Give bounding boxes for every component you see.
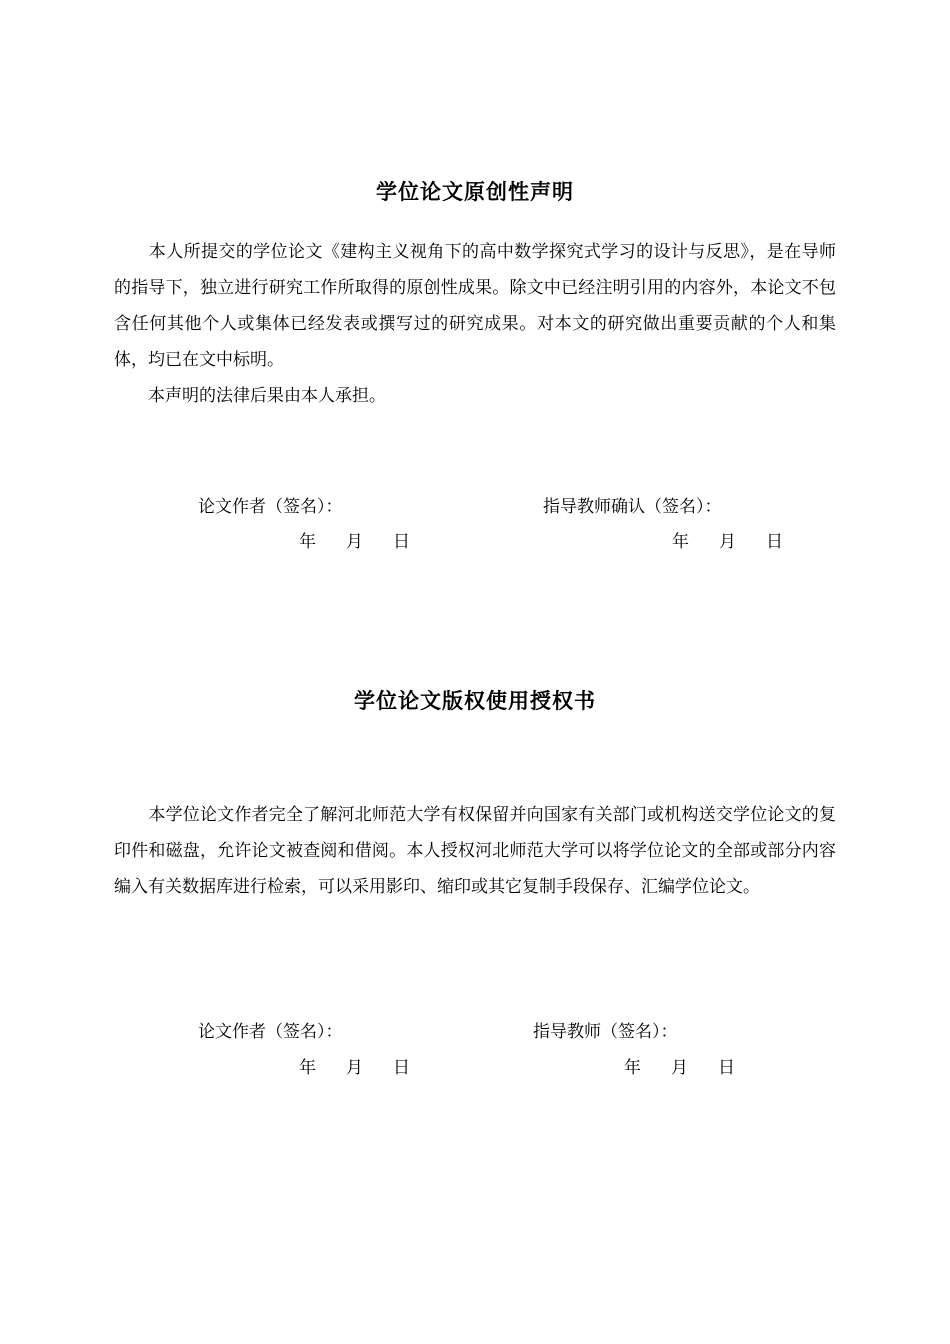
date-day: 日 — [718, 1058, 735, 1078]
copyright-advisor-signature-label: 指导教师（签名）： — [533, 1022, 678, 1042]
copyright-paragraph: 本学位论文作者完全了解河北师范大学有权保留并向国家有关部门或机构送交学位论文的复印件和磁盘，允许论文被查阅和借阅。本人授权河北师范大学可以将学位论文的全部或部分内容编入有关数据库进行检索，可以采用影印、缩印或其它复制手段保存、汇编学位论文。 — [114, 805, 836, 897]
date-year: 年 — [672, 532, 689, 552]
copyright-author-signature-label: 论文作者（签名）： — [198, 1022, 343, 1042]
date-year: 年 — [299, 1058, 316, 1078]
originality-title: 学位论文原创性声明 — [376, 180, 574, 204]
date-year: 年 — [299, 532, 316, 552]
date-month: 月 — [346, 532, 363, 552]
date-day: 日 — [393, 1058, 410, 1078]
copyright-advisor-date — [624, 1056, 735, 1080]
copyright-author-date — [299, 1056, 410, 1080]
originality-advisor-date — [672, 530, 783, 554]
originality-paragraph: 本人所提交的学位论文《建构主义视角下的高中数学探究式学习的设计与反思》，是在导师的指导下，独立进行研究工作所取得的原创性成果。除文中已经注明引用的内容外，本论文不包含任何其他个人或集体已经发表或撰写过的研究成果。对本文的研究做出重要贡献的个人和集体，均已在文中标明。 — [114, 242, 836, 370]
date-day: 日 — [393, 532, 410, 552]
date-month: 月 — [346, 1058, 363, 1078]
copyright-title: 学位论文版权使用授权书 — [354, 689, 596, 713]
originality-liability-paragraph: 本声明的法律后果由本人承担。 — [114, 386, 386, 406]
date-month: 月 — [671, 1058, 688, 1078]
date-day: 日 — [766, 532, 783, 552]
originality-author-date — [299, 530, 410, 554]
date-month: 月 — [719, 532, 736, 552]
date-year: 年 — [624, 1058, 641, 1078]
originality-advisor-signature-label: 指导教师确认（签名）： — [543, 497, 722, 517]
originality-author-signature-label: 论文作者（签名）： — [198, 497, 343, 517]
